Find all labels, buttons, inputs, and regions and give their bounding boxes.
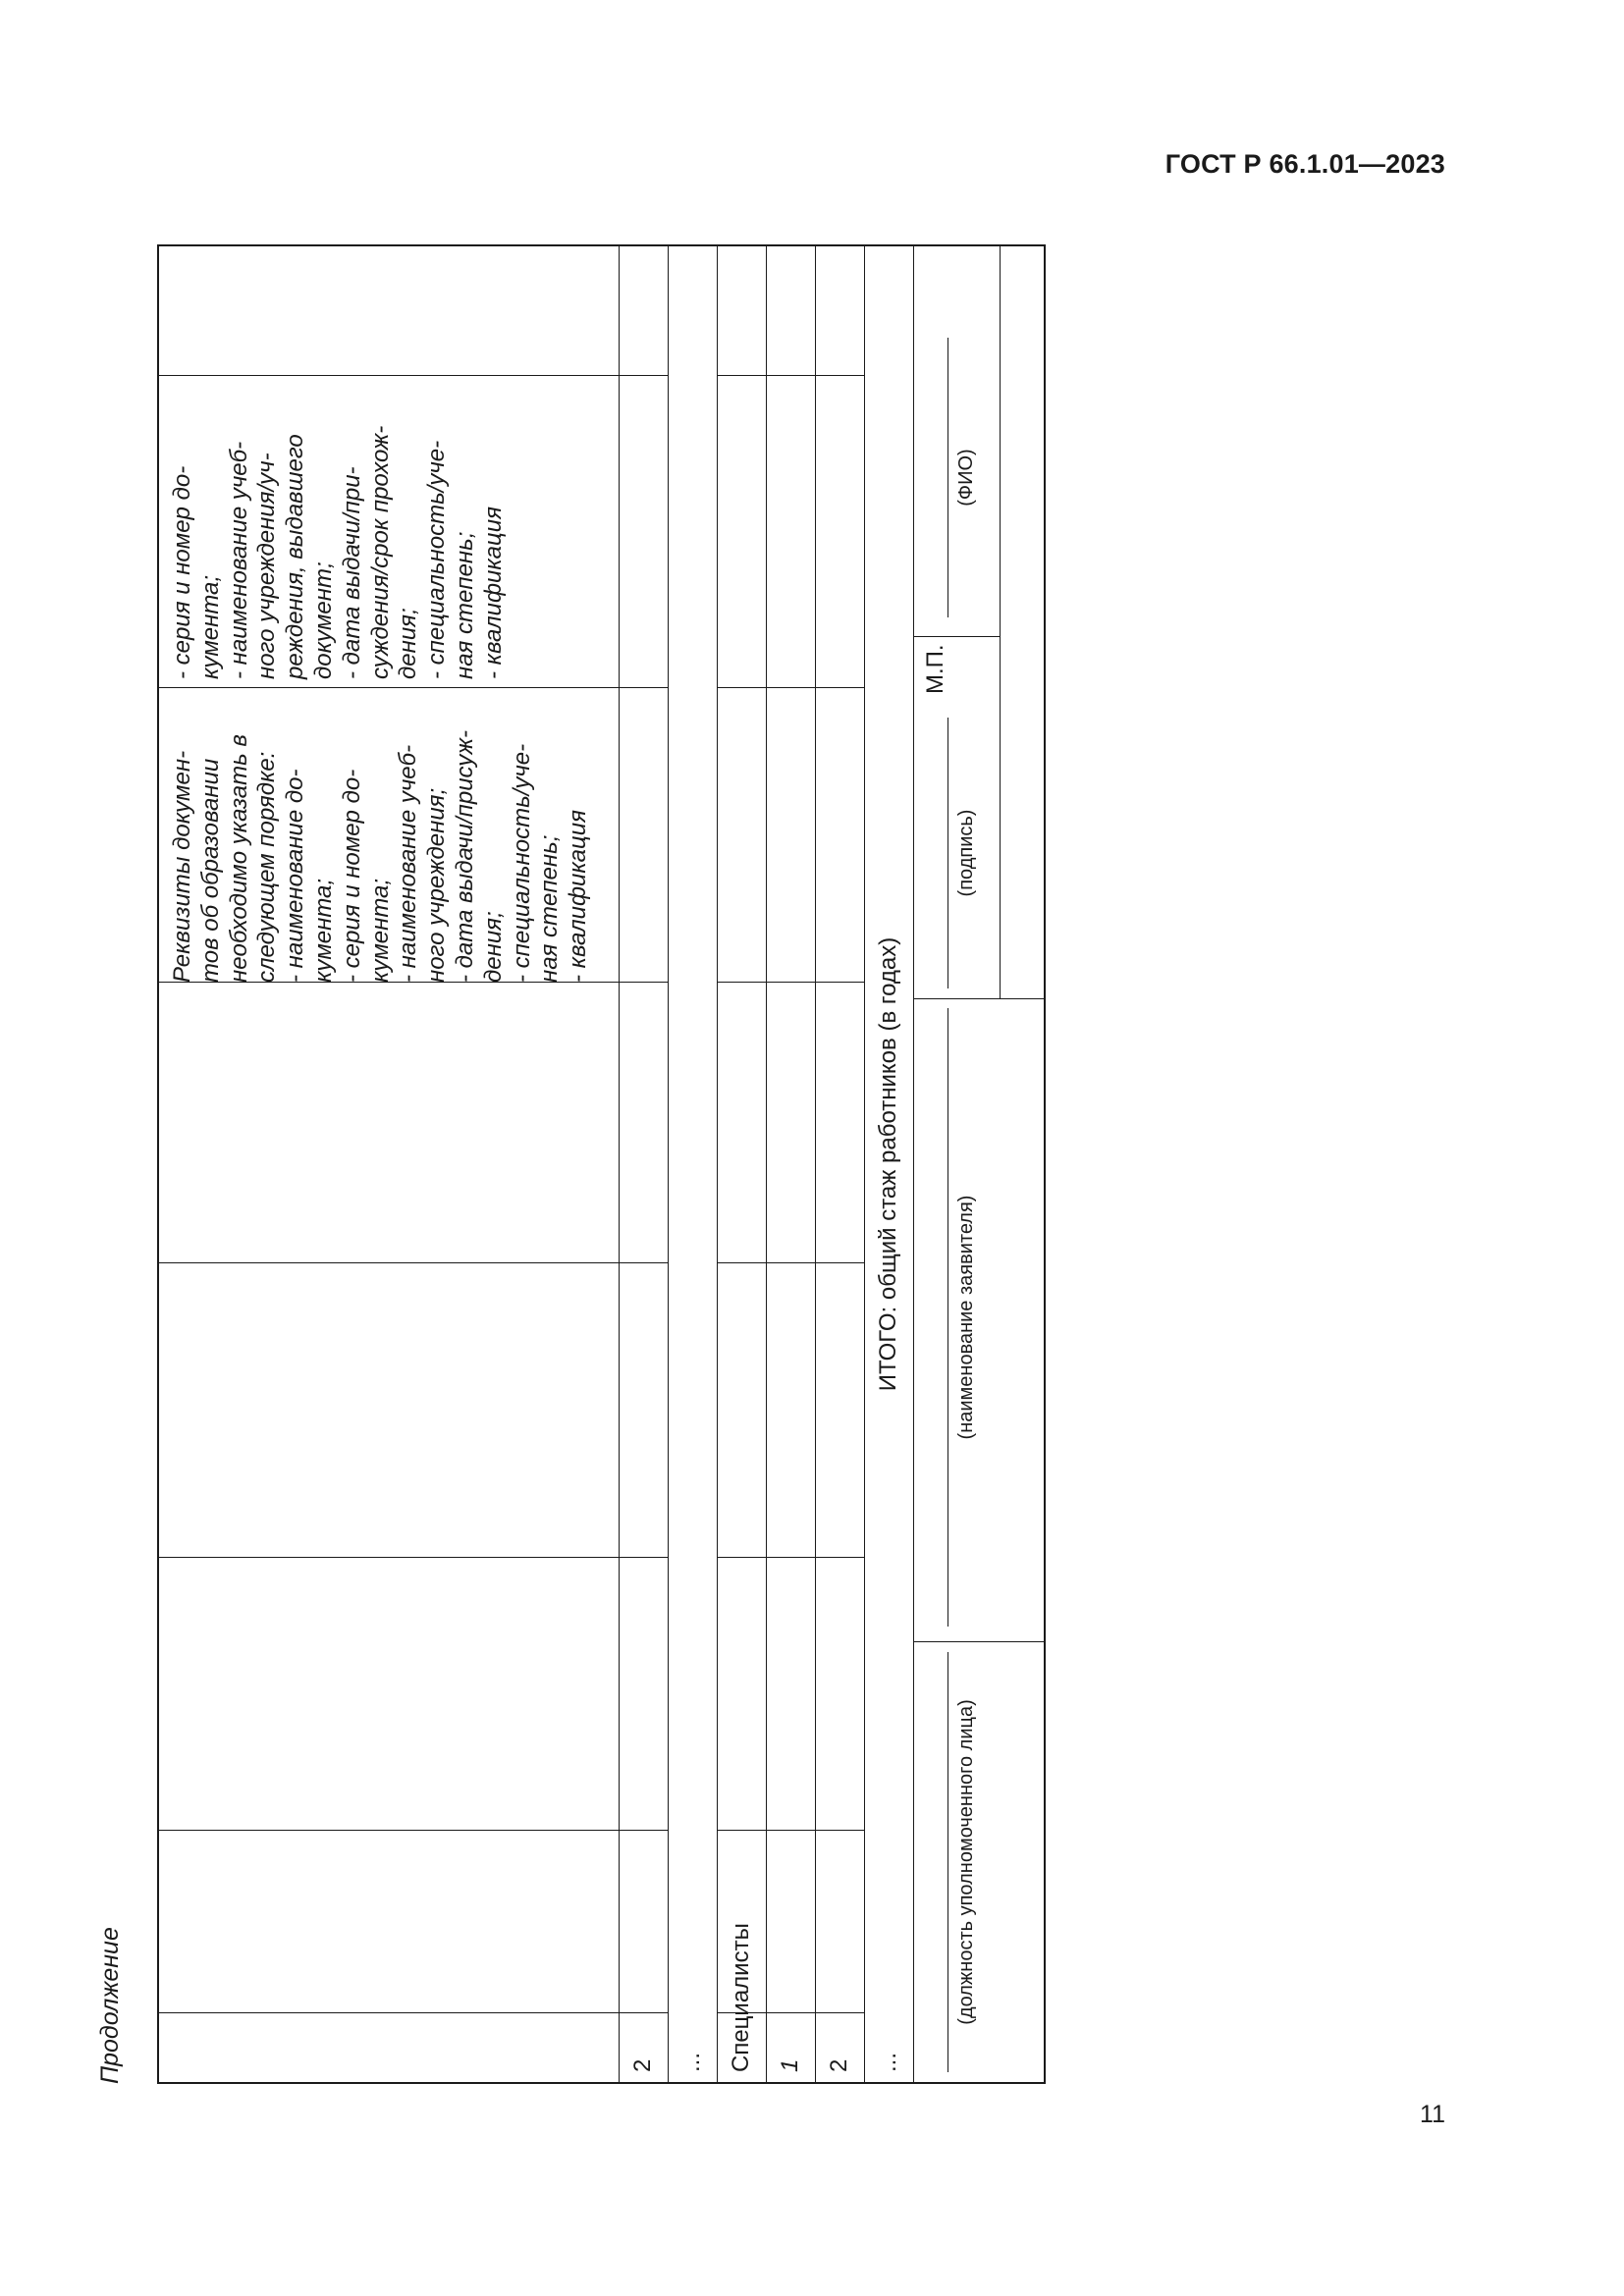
signature-line bbox=[947, 718, 948, 988]
text-line: - наименование учеб- bbox=[395, 744, 422, 983]
text-line: кумента; bbox=[309, 878, 337, 983]
continuation-label: Продолжение bbox=[96, 1927, 124, 2084]
text-line: Реквизиты докумен- bbox=[169, 750, 195, 983]
text-line: суждения/срок прохож- bbox=[366, 425, 394, 679]
row-divider bbox=[815, 244, 816, 2084]
row-divider bbox=[717, 244, 718, 2084]
total-row: ИТОГО: общий стаж работников (в годах) bbox=[875, 936, 901, 1392]
applicant-label: (наименование заявителя) bbox=[955, 1195, 977, 1440]
column-divider bbox=[913, 1641, 1046, 1642]
column-divider bbox=[157, 375, 668, 376]
page-number: 11 bbox=[1420, 2101, 1445, 2128]
position-line bbox=[947, 1652, 948, 2072]
text-line: - дата выдачи/присуж- bbox=[451, 729, 478, 983]
text-line: кумента; bbox=[196, 574, 224, 679]
specialist-row-1: 1 bbox=[777, 2058, 803, 2072]
text-line: ного учреждения; bbox=[423, 787, 451, 983]
text-line: - наименование до- bbox=[282, 769, 309, 983]
column-divider bbox=[913, 998, 1046, 999]
text-line: следующем порядке: bbox=[253, 751, 281, 983]
signature-label: (подпись) bbox=[955, 809, 977, 897]
text-line: документ; bbox=[309, 561, 337, 679]
name-label: (ФИО) bbox=[955, 449, 977, 507]
text-line: ная степень; bbox=[451, 531, 478, 679]
specialist-row-2: 2 bbox=[826, 2058, 852, 2072]
row-divider bbox=[864, 244, 865, 2084]
text-line: - серия и номер до- bbox=[169, 465, 195, 679]
column-divider bbox=[157, 1262, 668, 1263]
stamp-divider bbox=[913, 636, 1000, 637]
text-line: дения; bbox=[479, 911, 507, 983]
column-divider bbox=[717, 1830, 864, 1831]
specialist-row-ellipsis: ... bbox=[875, 2052, 901, 2072]
text-line: - наименование учеб- bbox=[225, 441, 252, 679]
row-divider bbox=[1000, 244, 1001, 999]
rotated-table-area bbox=[96, 244, 1046, 2084]
section-specialists: Специалисты bbox=[728, 1923, 754, 2072]
text-line: ного учреждения/уч- bbox=[253, 453, 281, 679]
stamp-label: М.П. bbox=[922, 644, 948, 694]
text-line: необходимо указать в bbox=[225, 734, 252, 983]
text-line: - серия и номер до- bbox=[338, 769, 365, 983]
text-line: тов об образовании bbox=[196, 758, 224, 983]
position-label: (должность уполномоченного лица) bbox=[955, 1699, 977, 2025]
text-line: - квалификация bbox=[479, 507, 507, 679]
text-line: дения; bbox=[395, 608, 422, 679]
name-line bbox=[947, 338, 948, 617]
column-divider bbox=[157, 1557, 668, 1558]
applicant-line bbox=[947, 1008, 948, 1627]
column-divider bbox=[717, 1262, 864, 1263]
row-divider bbox=[619, 244, 620, 2084]
text-line: - специальность/уче- bbox=[508, 743, 535, 983]
row-divider bbox=[668, 244, 669, 2084]
text-line: - квалификация bbox=[565, 810, 592, 983]
column-divider bbox=[717, 1557, 864, 1558]
row-divider bbox=[766, 244, 767, 2084]
text-line: кумента; bbox=[366, 878, 394, 983]
column-divider bbox=[157, 2012, 668, 2013]
text-line: - специальность/уче- bbox=[423, 440, 451, 679]
education-requirements-cell bbox=[169, 688, 593, 983]
row-divider bbox=[913, 244, 914, 2084]
row-ellipsis: ... bbox=[678, 2052, 705, 2072]
text-line: реждения, выдавшего bbox=[282, 434, 309, 679]
text-line: ная степень; bbox=[536, 834, 564, 983]
qualification-cell bbox=[169, 380, 509, 679]
column-divider bbox=[717, 375, 864, 376]
text-line: - дата выдачи/при- bbox=[338, 466, 365, 679]
column-divider bbox=[717, 982, 864, 983]
row-number-2: 2 bbox=[629, 2058, 656, 2072]
column-divider bbox=[717, 687, 864, 688]
standard-code: ГОСТ Р 66.1.01—2023 bbox=[1164, 149, 1445, 179]
column-divider bbox=[157, 1830, 668, 1831]
